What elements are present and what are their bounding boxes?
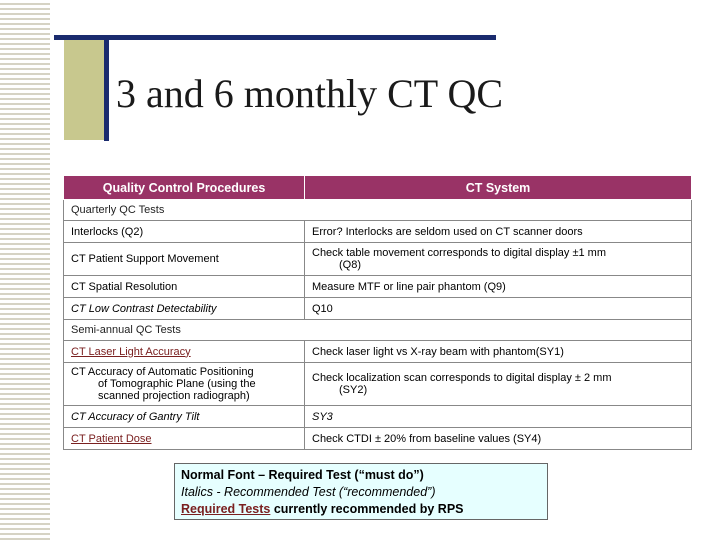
system-cell <box>305 363 692 406</box>
procedure-cell <box>64 428 305 450</box>
table-row <box>64 298 692 320</box>
procedure-cell: CT Patient Support Movement <box>64 243 305 276</box>
procedure-cell: Interlocks (Q2) <box>64 221 305 243</box>
header-procedures: Quality Control Procedures <box>64 176 305 200</box>
procedure-cell <box>64 341 305 363</box>
system-cell <box>305 243 692 276</box>
qc-table <box>63 175 692 450</box>
legend-recommended: Italics - Recommended Test (“recommended”) <box>181 485 436 499</box>
system-cell: Check CTDI ± 20% from baseline values (SY4) <box>305 428 692 450</box>
system-line: (Q8) <box>339 259 361 271</box>
decorative-stripes <box>0 0 50 540</box>
section-row-quarterly <box>64 200 692 221</box>
system-line: (SY2) <box>339 384 368 396</box>
title-rule-horizontal <box>54 35 496 40</box>
required-rps-procedure: CT Laser Light Accuracy <box>71 345 191 358</box>
legend-rps-underlined: Required Tests <box>181 502 271 516</box>
system-cell: Q10 <box>305 298 692 320</box>
title-rule-vertical <box>104 35 109 141</box>
table-row <box>64 428 692 450</box>
procedure-cell: CT Accuracy of Gantry Tilt <box>64 406 305 428</box>
table-row <box>64 276 692 298</box>
header-ct-system: CT System <box>305 176 692 200</box>
section-label-semiannual: Semi-annual QC Tests <box>64 320 692 341</box>
table-row <box>64 243 692 276</box>
legend-required: Normal Font – Required Test (“must do”) <box>181 468 424 482</box>
legend-rps <box>181 501 541 518</box>
procedure-line: scanned projection radiograph) <box>98 390 250 402</box>
procedure-cell: CT Spatial Resolution <box>64 276 305 298</box>
section-row-semiannual <box>64 320 692 341</box>
system-line: Check table movement corresponds to digital display ±1 mm <box>312 247 607 259</box>
table-row <box>64 363 692 406</box>
table-row <box>64 406 692 428</box>
procedure-cell: CT Low Contrast Detectability <box>64 298 305 320</box>
system-cell: SY3 <box>305 406 692 428</box>
section-label-quarterly: Quarterly QC Tests <box>64 200 692 221</box>
procedure-line: of Tomographic Plane (using the <box>98 378 256 390</box>
table-row <box>64 341 692 363</box>
procedure-line: CT Accuracy of Automatic Positioning <box>71 366 254 378</box>
table-row <box>64 221 692 243</box>
slide-title: 3 and 6 monthly CT QC <box>116 71 504 116</box>
table-header-row <box>64 176 692 200</box>
legend-rps-rest: currently recommended by RPS <box>270 502 464 516</box>
procedure-cell <box>64 363 305 406</box>
title-accent-block <box>64 36 108 140</box>
system-line: Check localization scan corresponds to digital display ± 2 mm <box>312 372 612 384</box>
legend-box <box>174 463 548 520</box>
required-rps-procedure: CT Patient Dose <box>71 432 152 445</box>
system-cell: Error? Interlocks are seldom used on CT scanner doors <box>305 221 692 243</box>
system-cell: Measure MTF or line pair phantom (Q9) <box>305 276 692 298</box>
system-cell: Check laser light vs X-ray beam with phantom(SY1) <box>305 341 692 363</box>
